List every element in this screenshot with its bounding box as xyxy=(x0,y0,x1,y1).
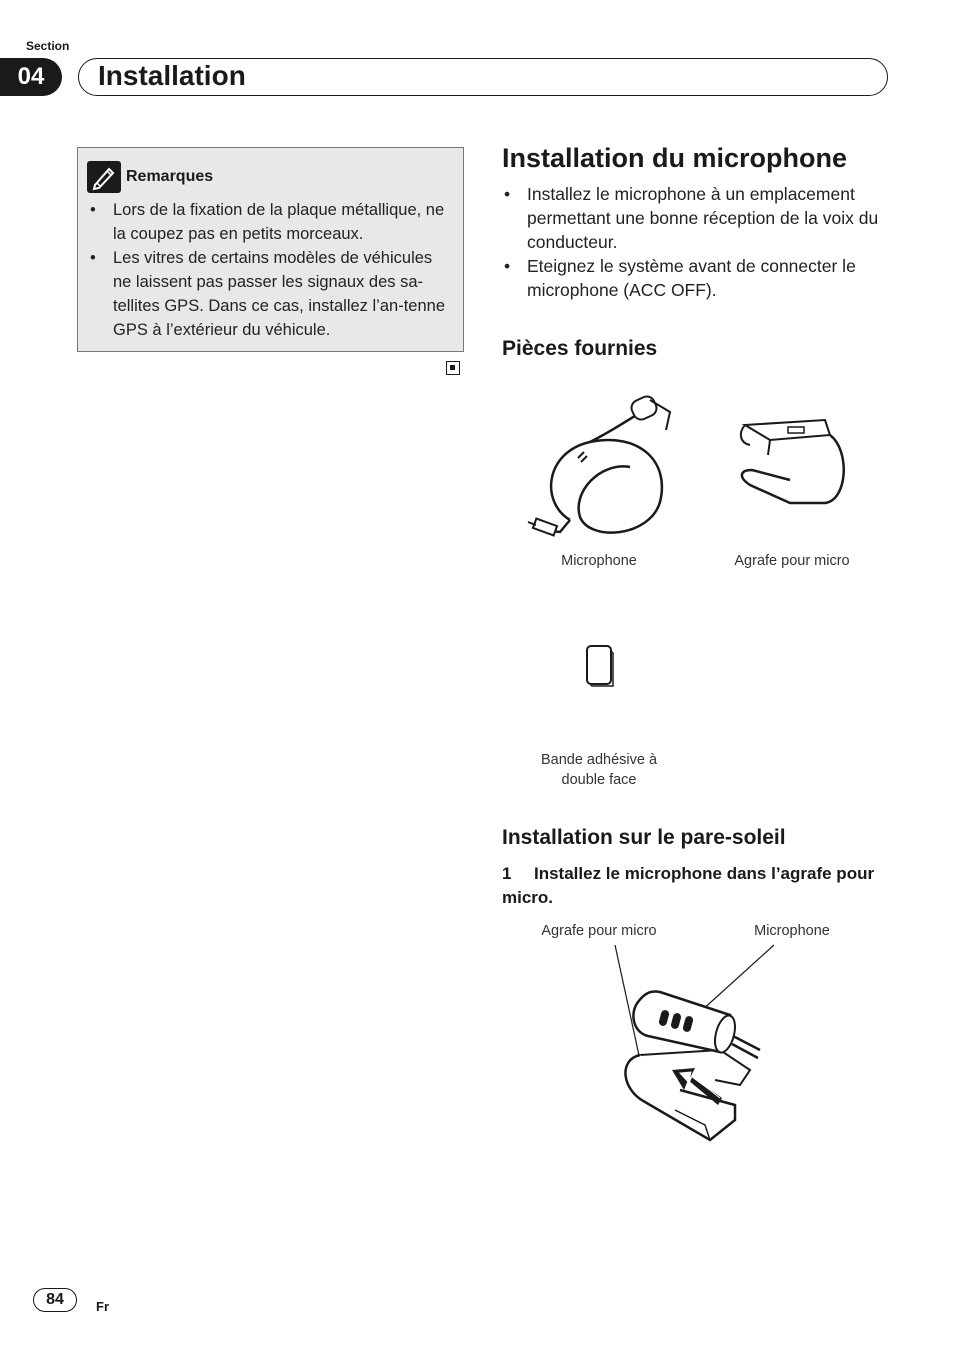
page-number: 84 xyxy=(33,1288,77,1312)
caption-mic-clip: Agrafe pour micro xyxy=(734,553,850,569)
list-item: • Les vitres de certains modèles de véhicules ne laissent pas passer les signaux des sa-tellites GPS. Dans ce cas, installez l’an-tenne GPS à l’extérieur du véhicule. xyxy=(88,246,453,342)
caption-microphone: Microphone xyxy=(561,553,637,569)
page-title: Installation du microphone xyxy=(502,143,848,173)
step-text: Installez le microphone dans l’agrafe pour micro. xyxy=(502,864,875,907)
mic-clip-illustration xyxy=(730,415,850,510)
language-code: Fr xyxy=(96,1299,109,1314)
notes-list xyxy=(88,198,453,342)
section-title: Installation xyxy=(98,60,246,91)
list-item: • Installez le microphone à un emplacement permettant une bonne réception de la voix du conducteur. xyxy=(502,182,892,254)
caption-adhesive-tape: Bande adhésive à double face xyxy=(540,752,658,788)
intro-list xyxy=(502,182,892,302)
list-item: • Eteignez le système avant de connecter le microphone (ACC OFF). xyxy=(502,254,892,302)
step-number: 1 xyxy=(502,864,512,883)
parts-heading: Pièces fournies xyxy=(502,337,658,360)
adhesive-tape-illustration xyxy=(584,643,616,689)
label-mic-clip: Agrafe pour micro xyxy=(541,923,657,939)
section-number: 04 xyxy=(0,58,62,96)
list-item: • Lors de la fixation de la plaque métallique, ne la coupez pas en petits morceaux. xyxy=(88,198,453,246)
end-of-section-icon xyxy=(446,361,460,375)
notes-title: Remarques xyxy=(126,168,214,185)
sun-visor-heading: Installation sur le pare-soleil xyxy=(502,826,786,849)
section-label: Section xyxy=(26,39,70,53)
microphone-illustration xyxy=(520,392,680,542)
pencil-note-icon xyxy=(87,161,121,193)
mic-clip-assembly-illustration xyxy=(600,940,780,1150)
label-microphone: Microphone xyxy=(754,923,830,939)
step-1 xyxy=(502,862,882,910)
